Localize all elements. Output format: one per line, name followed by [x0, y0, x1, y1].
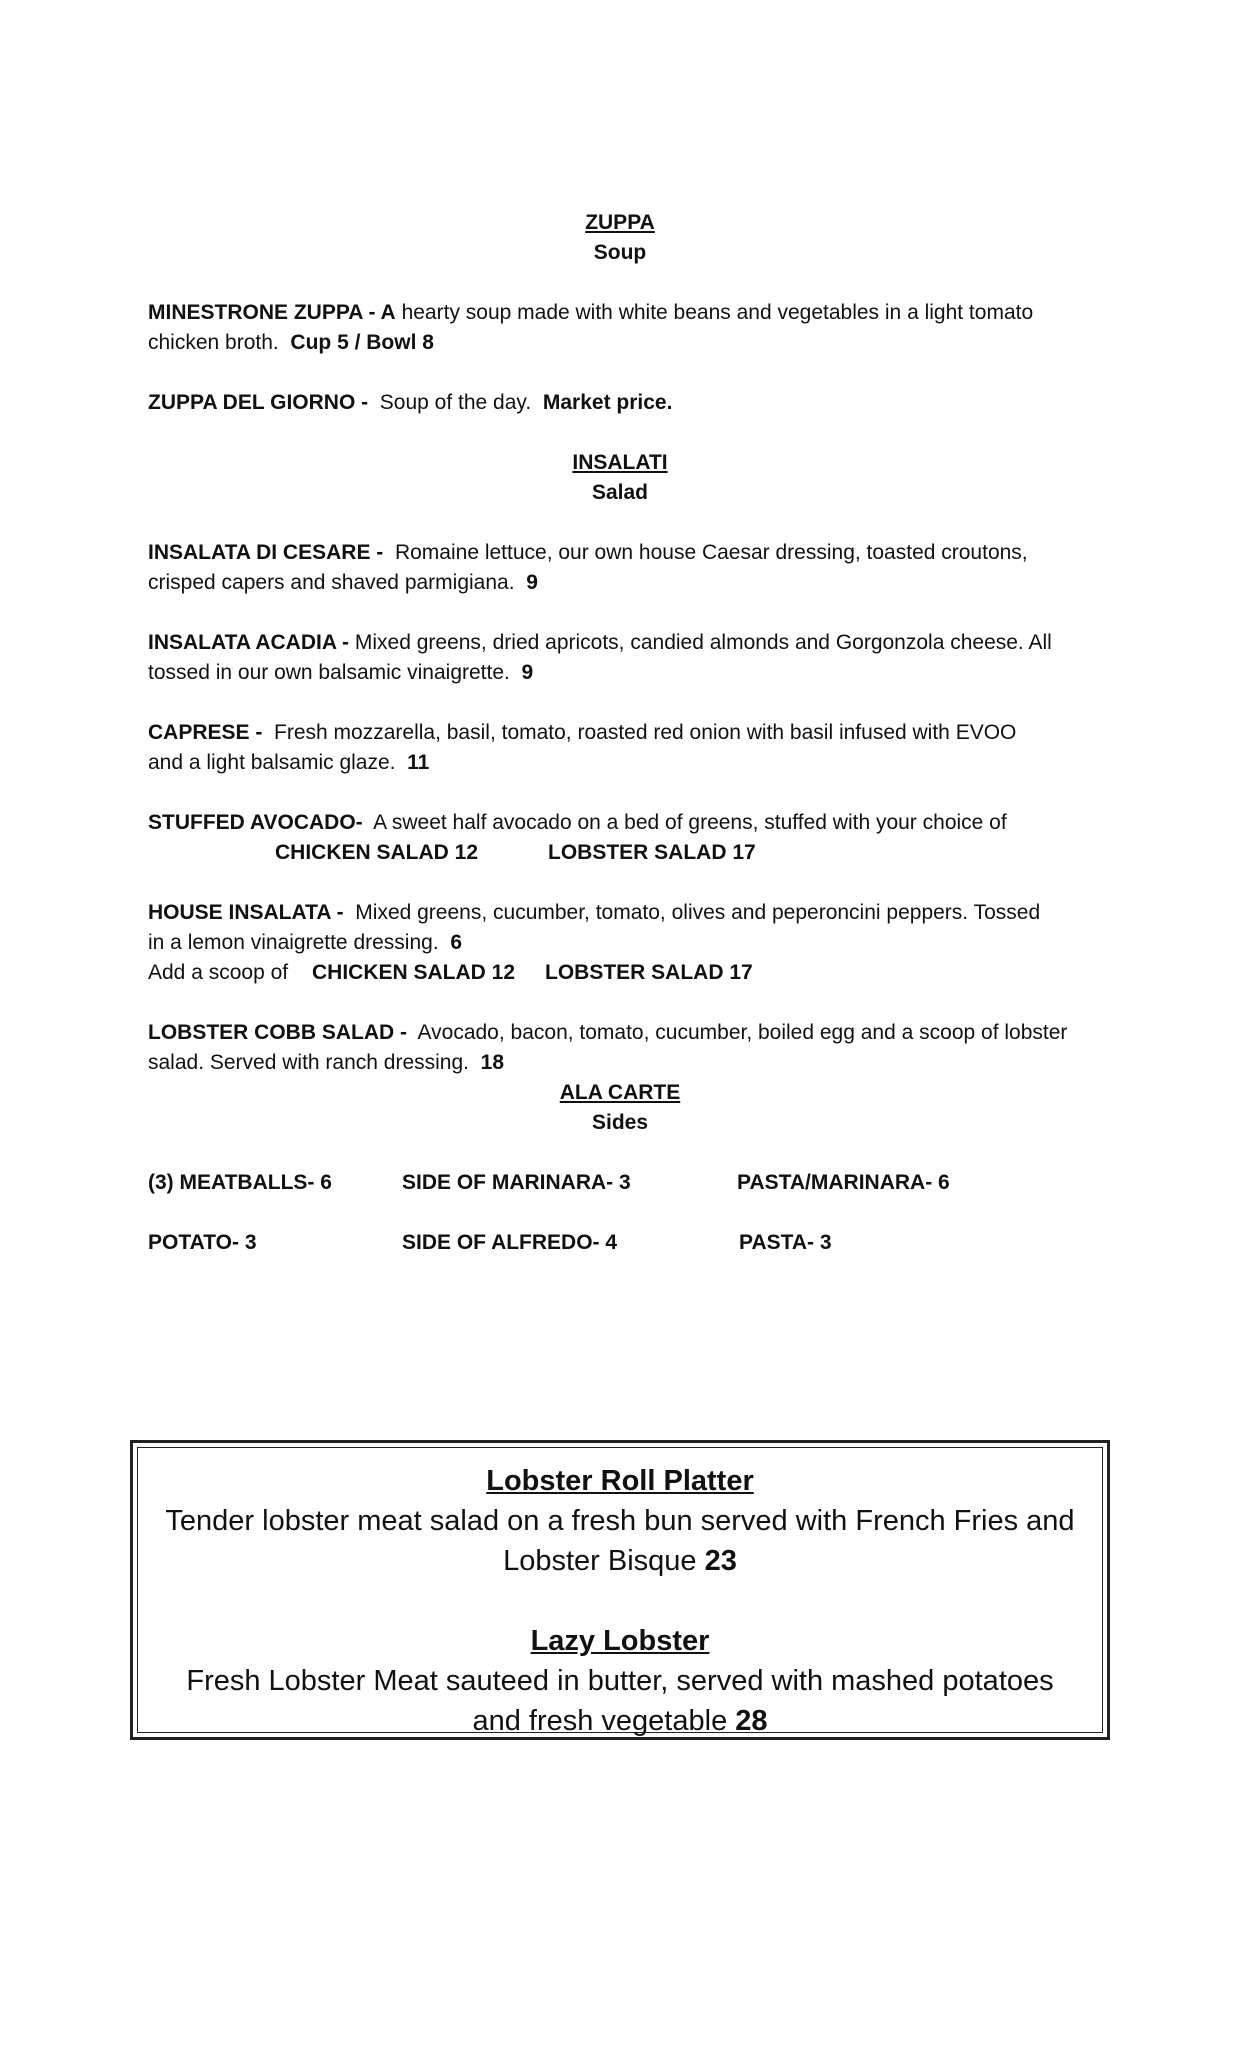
menu-item-house-insalata: HOUSE INSALATA - Mixed greens, cucumber, tomato, olives and peperoncini peppers. Tossed in a lemon vinaigrette dressing. 6	[148, 901, 1041, 954]
house-insalata-option-chicken: CHICKEN SALAD 12	[312, 961, 516, 984]
menu-item-stuffed-avocado: STUFFED AVOCADO- A sweet half avocado on a bed of greens, stuffed with your choice of	[148, 811, 1007, 834]
menu-item-lobster-cobb-salad: LOBSTER COBB SALAD - Avocado, bacon, tomato, cucumber, boiled egg and a scoop of lobster salad. Served with ranch dressing. 18	[148, 1021, 1068, 1074]
section-subheading-soup: Soup	[593, 241, 647, 264]
stuffed-avocado-option-lobster: LOBSTER SALAD 17	[548, 841, 756, 864]
house-insalata-addon: Add a scoop of	[148, 961, 289, 984]
side-pasta-marinara: PASTA/MARINARA- 6	[737, 1171, 950, 1194]
side-pasta: PASTA- 3	[739, 1231, 832, 1254]
stuffed-avocado-option-chicken: CHICKEN SALAD 12	[275, 841, 479, 864]
special-desc-lobster-roll-platter: Tender lobster meat salad on a fresh bun served with French Fries and	[165, 1505, 1075, 1537]
section-subheading-sides: Sides	[591, 1111, 649, 1134]
special-desc-lazy-lobster: Fresh Lobster Meat sauteed in butter, served with mashed potatoes	[186, 1665, 1054, 1697]
side-alfredo: SIDE OF ALFREDO- 4	[402, 1231, 618, 1254]
menu-item-zuppa-del-giorno: ZUPPA DEL GIORNO - Soup of the day. Market price.	[148, 391, 673, 414]
menu-item-insalata-di-cesare: INSALATA DI CESARE - Romaine lettuce, our own house Caesar dressing, toasted croutons, crisped capers and shaved parmigiana. 9	[148, 541, 1028, 594]
special-title-lazy-lobster: Lazy Lobster	[530, 1625, 710, 1657]
side-potato: POTATO- 3	[148, 1231, 257, 1254]
menu-item-insalata-acadia: INSALATA ACADIA - Mixed greens, dried apricots, candied almonds and Gorgonzola cheese. All tossed in our own balsamic vinaigrette. 9	[148, 631, 1052, 684]
side-marinara: SIDE OF MARINARA- 3	[402, 1171, 631, 1194]
section-heading-ala-carte: ALA CARTE	[559, 1081, 681, 1104]
section-heading-insalati: INSALATI	[572, 451, 668, 474]
side-meatballs: (3) MEATBALLS- 6	[148, 1171, 332, 1194]
special-title-lobster-roll-platter: Lobster Roll Platter	[486, 1465, 754, 1497]
specials-box	[130, 1440, 1110, 1740]
menu-item-caprese: CAPRESE - Fresh mozzarella, basil, tomato, roasted red onion with basil infused with EVOO and a light balsamic glaze. 11	[148, 721, 1017, 774]
house-insalata-option-lobster: LOBSTER SALAD 17	[545, 961, 753, 984]
section-heading-zuppa: ZUPPA	[585, 211, 655, 234]
section-subheading-salad: Salad	[591, 481, 649, 504]
menu-item-minestrone: MINESTRONE ZUPPA - A hearty soup made with white beans and vegetables in a light tomato chicken broth. Cup 5 / Bowl 8	[148, 301, 1034, 354]
special-desc-lobster-roll-platter-2: Lobster Bisque 23	[503, 1545, 737, 1577]
special-desc-lazy-lobster-2: and fresh vegetable 28	[472, 1705, 768, 1737]
